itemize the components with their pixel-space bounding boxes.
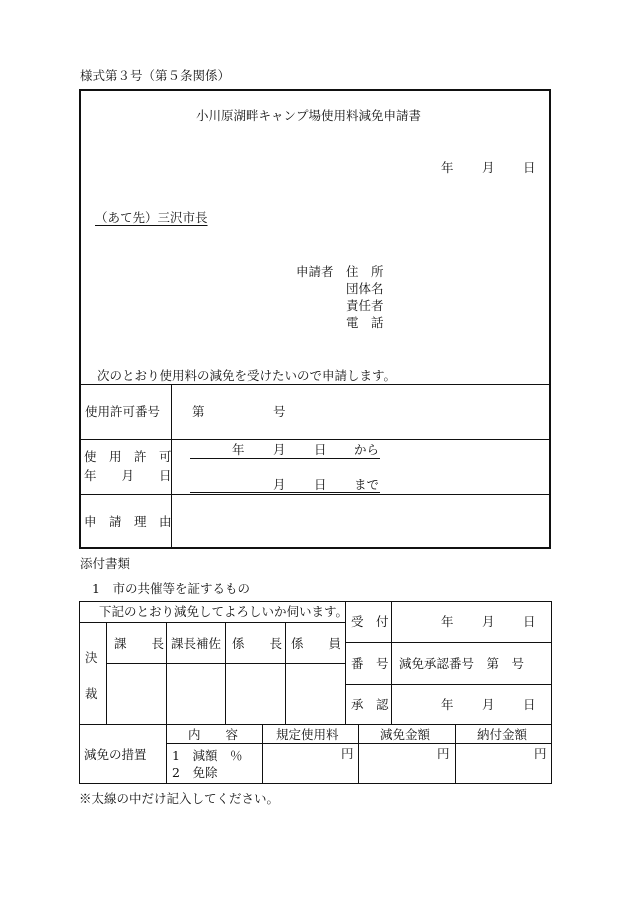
form-number: 様式第３号（第５条関係）	[80, 68, 231, 83]
divider	[166, 724, 167, 784]
shonin-year: 年	[441, 697, 454, 712]
shonin-label: 承 認	[351, 697, 389, 712]
applicant-address-label[interactable]: 住 所	[346, 264, 384, 279]
permit-date-label-line1: 使 用 許 可	[84, 449, 172, 464]
measures-label: 減免の措置	[84, 747, 147, 762]
header-reduction-amount: 減免金額	[380, 727, 431, 742]
from-day[interactable]: 日	[314, 442, 327, 457]
content-line-reduction: 1 減額 ％	[172, 748, 243, 763]
divider	[225, 622, 226, 725]
request-sentence: 次のとおり使用料の減免を受けたいので申請します。	[97, 368, 397, 383]
uketsuke-label: 受 付	[351, 614, 389, 629]
position-deputy-chief: 課長補佐	[171, 636, 222, 651]
divider	[106, 622, 107, 725]
kessai-char-1: 決	[85, 650, 98, 665]
reason-field[interactable]	[180, 502, 540, 542]
divider	[345, 684, 552, 685]
header-payment-amount: 納付金額	[477, 727, 528, 742]
applicant-label: 申請者	[296, 264, 334, 279]
to-suffix: まで	[354, 477, 380, 492]
divider	[166, 622, 167, 725]
bango-label: 番 号	[351, 656, 389, 671]
header-content: 内 容	[188, 727, 239, 742]
position-section-chief: 課 長	[114, 636, 165, 651]
date-month[interactable]: 月	[482, 160, 495, 175]
divider	[391, 601, 392, 725]
divider	[80, 439, 550, 440]
to-underline	[190, 492, 380, 493]
divider	[79, 622, 345, 623]
attachments-heading: 添付書類	[80, 556, 131, 571]
date-day[interactable]: 日	[523, 160, 536, 175]
yen-payment-amount: 円	[534, 746, 547, 761]
divider	[80, 384, 550, 385]
divider	[285, 622, 286, 725]
divider	[345, 601, 346, 725]
uketsuke-day: 日	[523, 614, 536, 629]
uketsuke-month: 月	[482, 614, 495, 629]
uketsuke-year: 年	[441, 614, 454, 629]
from-underline	[190, 458, 380, 459]
from-month[interactable]: 月	[273, 442, 286, 457]
reason-label: 申 請 理 由	[84, 514, 172, 529]
divider	[358, 724, 359, 784]
permit-number-label: 使用許可番号	[85, 404, 161, 419]
applicant-representative-label[interactable]: 責任者	[346, 298, 384, 313]
to-day[interactable]: 日	[314, 477, 327, 492]
form-title: 小川原湖畔キャンプ場使用料減免申請書	[196, 108, 422, 123]
attachment-item: 1 市の共催等を証するもの	[92, 581, 250, 596]
footnote: ※太線の中だけ記入してください。	[79, 791, 280, 806]
date-year[interactable]: 年	[441, 160, 454, 175]
to-month[interactable]: 月	[273, 477, 286, 492]
yen-standard-fee: 円	[341, 746, 354, 761]
content-line-exemption: 2 免除	[172, 765, 218, 780]
applicant-phone-label[interactable]: 電 話	[346, 315, 384, 330]
from-suffix: から	[354, 442, 380, 457]
shonin-month: 月	[482, 697, 495, 712]
divider	[455, 724, 456, 784]
divider	[262, 724, 263, 784]
permit-number-dai[interactable]: 第	[192, 404, 205, 419]
yen-reduction-amount: 円	[437, 746, 450, 761]
bango-value: 減免承認番号 第 号	[399, 656, 525, 671]
position-subsection-chief: 係 長	[232, 636, 283, 651]
position-staff: 係 員	[291, 636, 342, 651]
divider	[345, 642, 552, 643]
shonin-day: 日	[523, 697, 536, 712]
permit-date-label-line2: 年 月 日	[84, 468, 172, 483]
approval-note: 下記のとおり減免してよろしいか伺います。	[99, 604, 349, 619]
permit-number-go[interactable]: 号	[273, 404, 286, 419]
from-year[interactable]: 年	[232, 442, 245, 457]
header-standard-fee: 規定使用料	[276, 727, 339, 742]
divider	[166, 743, 552, 744]
kessai-char-2: 裁	[85, 686, 98, 701]
addressee: （あて先）三沢市長	[95, 210, 208, 225]
applicant-group-label[interactable]: 団体名	[346, 281, 384, 296]
divider	[80, 494, 550, 495]
